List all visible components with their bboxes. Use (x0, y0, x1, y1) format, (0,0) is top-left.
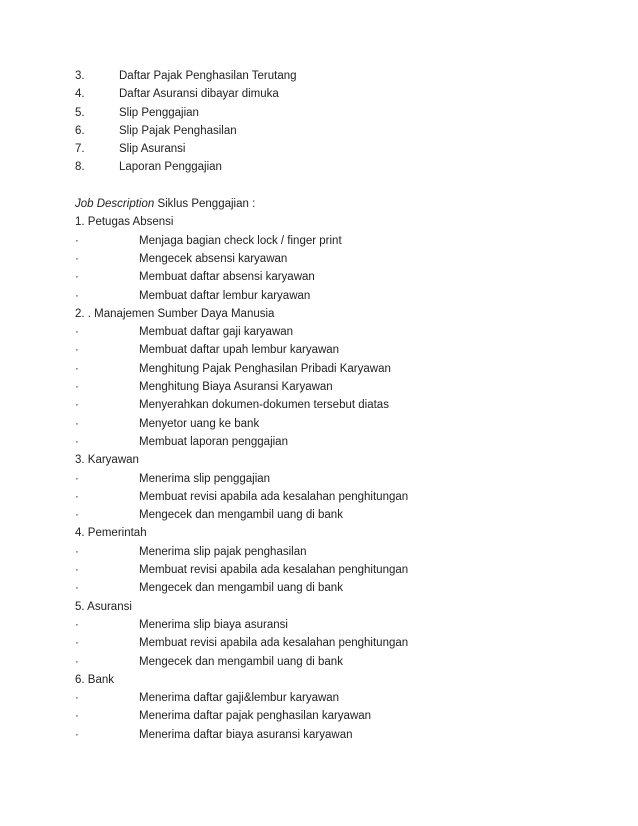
bullet-dot-icon: · (75, 692, 79, 705)
bullet-text: Membuat daftar upah lembur karyawan (139, 344, 340, 357)
bullet-text: Menyetor uang ke bank (139, 417, 260, 430)
bullet-text: Menghitung Pajak Penghasilan Pribadi Karyawan (139, 362, 391, 375)
bullet-dot-icon: · (75, 362, 79, 375)
bullet-dot-icon: · (75, 728, 79, 741)
bullet-text: Mengecek dan mengambil uang di bank (139, 582, 343, 595)
bullet-dot-icon: · (75, 435, 79, 448)
bullet-dot-icon: · (75, 655, 79, 668)
list-text: Daftar Pajak Penghasilan Terutang (119, 70, 297, 82)
bullet-item (75, 506, 595, 524)
job-description-rest: Siklus Penggajian : (154, 198, 256, 211)
bullet-dot-icon: · (75, 490, 79, 503)
bullet-dot-icon: · (75, 252, 79, 265)
bullet-item (75, 232, 595, 250)
list-number: 8. (75, 161, 85, 174)
bullet-dot-icon: · (75, 271, 79, 284)
job-description-title (75, 195, 595, 213)
list-number: 6. (75, 124, 85, 137)
bullet-text: Menghitung Biaya Asuransi Karyawan (139, 381, 333, 394)
list-text: Slip Asuransi (119, 143, 186, 156)
bullet-text: Membuat daftar absensi karyawan (139, 271, 315, 284)
list-text: Slip Penggajian (119, 106, 199, 119)
bullet-dot-icon: · (75, 399, 79, 412)
bullet-text: Menerima slip biaya asuransi (139, 618, 288, 631)
list-number: 4. (75, 88, 85, 101)
list-number: 7. (75, 143, 85, 156)
list-text: Laporan Penggajian (119, 161, 222, 174)
bullet-text: Mengecek dan mengambil uang di bank (139, 509, 343, 522)
sections (75, 213, 595, 744)
bullet-item (75, 415, 595, 433)
numbered-list-item (75, 67, 595, 85)
bullet-text: Mengecek absensi karyawan (139, 252, 288, 265)
section-heading: 4. Pemerintah (75, 527, 147, 540)
bullet-text: Menerima daftar biaya asuransi karyawan (139, 728, 353, 741)
bullet-text: Menerima slip penggajian (139, 472, 271, 485)
numbered-list-item (75, 104, 595, 122)
section-heading: 6. Bank (75, 673, 114, 686)
bullet-text: Membuat revisi apabila ada kesalahan penghitungan (139, 564, 409, 577)
numbered-list-item (75, 85, 595, 103)
section-heading: 3. Karyawan (75, 454, 139, 467)
list-text: Daftar Asuransi dibayar dimuka (119, 88, 279, 101)
bullet-text: Membuat daftar lembur karyawan (139, 289, 311, 302)
job-description-italic: Job Description (75, 198, 155, 211)
bullet-item (75, 323, 595, 341)
bullet-item (75, 433, 595, 451)
bullet-dot-icon: · (75, 582, 79, 595)
bullet-dot-icon: · (75, 509, 79, 522)
bullet-dot-icon: · (75, 344, 79, 357)
bullet-text: Menerima daftar gaji&lembur karyawan (139, 692, 340, 705)
numbered-list-item (75, 122, 595, 140)
bullet-text: Mengecek dan mengambil uang di bank (139, 655, 343, 668)
bullet-item (75, 250, 595, 268)
spacer (75, 177, 595, 195)
bullet-dot-icon: · (75, 637, 79, 650)
bullet-item (75, 634, 595, 652)
bullet-item (75, 726, 595, 744)
list-text: Slip Pajak Penghasilan (119, 124, 237, 137)
bullet-item (75, 579, 595, 597)
section-heading: 5. Asuransi (75, 600, 132, 613)
bullet-text: Membuat daftar gaji karyawan (139, 326, 294, 339)
bullet-text: Menjaga bagian check lock / finger print (139, 234, 342, 247)
bullet-item (75, 470, 595, 488)
bullet-item (75, 616, 595, 634)
bullet-text: Membuat revisi apabila ada kesalahan penghitungan (139, 637, 409, 650)
bullet-dot-icon: · (75, 381, 79, 394)
bullet-item (75, 707, 595, 725)
numbered-list-item (75, 140, 595, 158)
bullet-item (75, 543, 595, 561)
bullet-item (75, 561, 595, 579)
bullet-item (75, 360, 595, 378)
bullet-item (75, 378, 595, 396)
section-heading: 2. . Manajemen Sumber Daya Manusia (75, 307, 275, 320)
bullet-dot-icon: · (75, 618, 79, 631)
document-page (75, 67, 595, 744)
bullet-dot-icon: · (75, 234, 79, 247)
bullet-dot-icon: · (75, 472, 79, 485)
bullet-item (75, 653, 595, 671)
bullet-text: Menerima slip pajak penghasilan (139, 545, 307, 558)
bullet-dot-icon: · (75, 326, 79, 339)
bullet-item (75, 488, 595, 506)
bullet-text: Membuat laporan penggajian (139, 435, 288, 448)
list-number: 5. (75, 106, 85, 119)
bullet-dot-icon: · (75, 289, 79, 302)
bullet-dot-icon: · (75, 564, 79, 577)
numbered-list (75, 67, 595, 177)
bullet-text: Membuat revisi apabila ada kesalahan penghitungan (139, 490, 409, 503)
bullet-dot-icon: · (75, 417, 79, 430)
numbered-list-item (75, 158, 595, 176)
bullet-text: Menerima daftar pajak penghasilan karyawan (139, 710, 372, 723)
bullet-dot-icon: · (75, 710, 79, 723)
bullet-text: Menyerahkan dokumen-dokumen tersebut diatas (139, 399, 389, 412)
bullet-dot-icon: · (75, 545, 79, 558)
bullet-item (75, 287, 595, 305)
bullet-item (75, 396, 595, 414)
bullet-item (75, 268, 595, 286)
section-heading: 1. Petugas Absensi (75, 216, 174, 229)
bullet-item (75, 341, 595, 359)
bullet-item (75, 689, 595, 707)
list-number: 3. (75, 70, 85, 82)
